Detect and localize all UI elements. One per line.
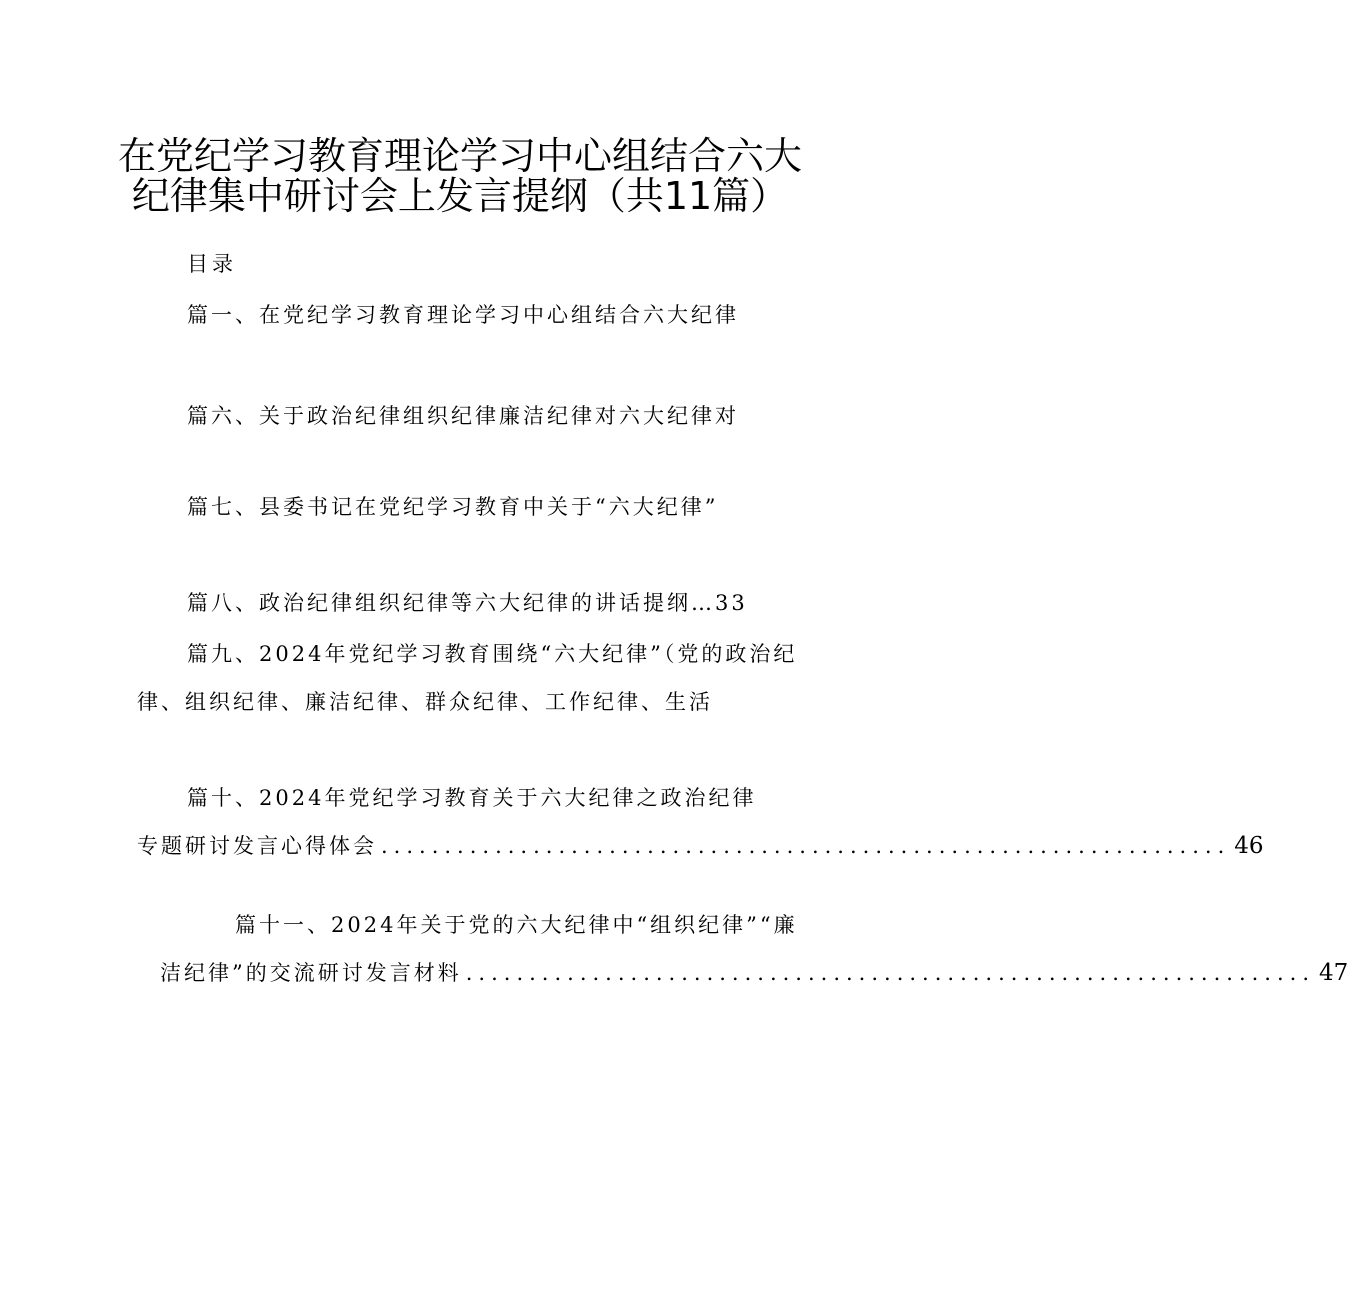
page-number: 46 [1234,833,1264,859]
toc-entry-11-line-2[interactable] [160,959,1348,987]
toc-entry-9-line-2[interactable]: 律、组织纪律、廉洁纪律、群众纪律、工作纪律、生活 [137,690,713,714]
toc-entry-10-line-2[interactable] [137,832,1264,860]
toc-entry-10-line-1[interactable]: 篇十、2024年党纪学习教育关于六大纪律之政治纪律 [187,786,757,810]
dot-leader: ................................................................... [465,961,1315,985]
toc-label: 目录 [187,252,237,276]
toc-entry-6[interactable]: 篇六、关于政治纪律组织纪律廉洁纪律对六大纪律对 [187,404,739,428]
toc-entry-8[interactable]: 篇八、政治纪律组织纪律等六大纪律的讲话提纲…33 [187,591,748,615]
toc-entry-11-line-1[interactable]: 篇十一、2024年关于党的六大纪律中“组织纪律”“廉 [235,913,798,937]
dot-leader: ................................................................... [381,834,1231,858]
toc-entry-11-text: 洁纪律”的交流研讨发言材料 [160,961,462,985]
toc-entry-1[interactable]: 篇一、在党纪学习教育理论学习中心组结合六大纪律 [187,303,739,327]
document-title-line-2: 纪律集中研讨会上发言提纲（共11篇） [131,174,789,218]
toc-entry-9-line-1[interactable]: 篇九、2024年党纪学习教育围绕“六大纪律”（党的政治纪 [187,642,798,666]
toc-entry-10-text: 专题研讨发言心得体会 [137,834,377,858]
document-title-line-1: 在党纪学习教育理论学习中心组结合六大 [117,134,802,178]
toc-entry-7[interactable]: 篇七、县委书记在党纪学习教育中关于“六大纪律” [187,495,719,519]
page-number: 47 [1319,960,1348,986]
